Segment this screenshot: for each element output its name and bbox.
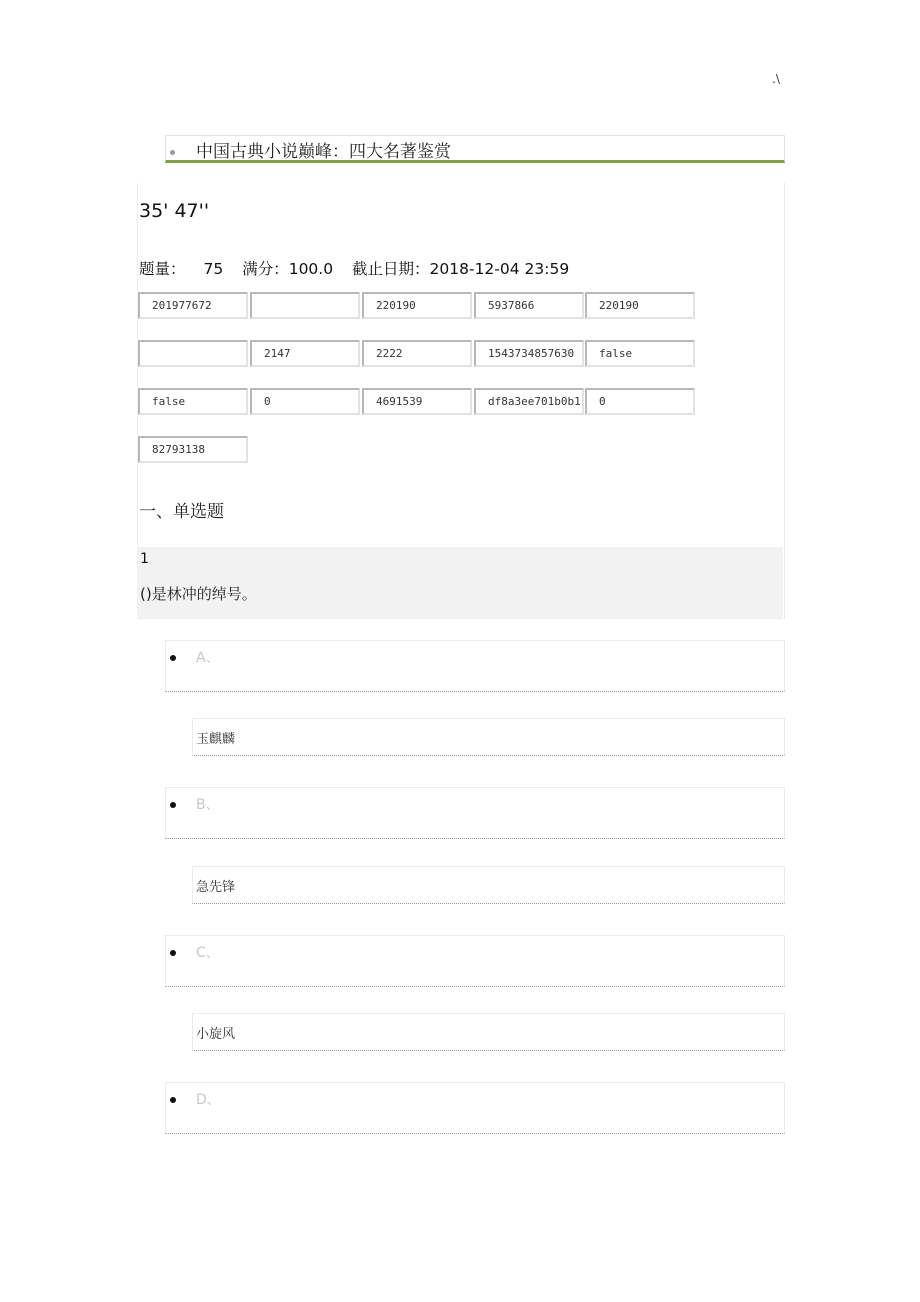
question-text: ()是林冲的绰号。 [140, 585, 257, 603]
course-title: 中国古典小说巅峰：四大名著鉴赏 [196, 142, 451, 162]
deadline-value: 2018-12-04 23:59 [429, 260, 570, 278]
option-letter: D、 [196, 1092, 221, 1108]
option-letter: C、 [196, 945, 220, 961]
form-field[interactable] [362, 292, 472, 319]
section-title: 一、单选题 [139, 502, 224, 522]
form-field[interactable] [250, 292, 360, 319]
bullet-icon [170, 1097, 176, 1103]
countdown-timer: 35' 47'' [139, 200, 210, 222]
form-field[interactable] [138, 292, 248, 319]
option-d[interactable] [165, 1082, 785, 1134]
full-score-label: 满分： [242, 260, 289, 278]
form-field[interactable] [474, 292, 584, 319]
option-c[interactable] [165, 935, 785, 987]
deadline-label: 截止日期： [352, 260, 430, 278]
option-letter: B、 [196, 797, 220, 813]
form-field[interactable] [585, 292, 695, 319]
form-field[interactable] [138, 436, 248, 463]
corner-mark: .\ [772, 72, 780, 86]
form-field[interactable] [138, 388, 248, 415]
question-count-value: 75 [203, 260, 224, 278]
option-text: 小旋风 [196, 1027, 236, 1042]
question-number: 1 [140, 551, 149, 567]
option-a-text[interactable] [192, 718, 785, 756]
bullet-icon [170, 150, 175, 155]
bullet-icon [170, 802, 176, 808]
question-stem [137, 547, 783, 619]
option-c-text[interactable] [192, 1013, 785, 1051]
form-field[interactable] [362, 388, 472, 415]
form-field[interactable] [250, 340, 360, 367]
form-field[interactable] [474, 340, 584, 367]
question-count-label: 题量： [139, 260, 186, 278]
option-a[interactable] [165, 640, 785, 692]
option-b[interactable] [165, 787, 785, 839]
option-letter: A、 [196, 650, 220, 666]
form-field[interactable] [585, 388, 695, 415]
form-field[interactable] [362, 340, 472, 367]
course-title-bar [165, 135, 785, 163]
form-field[interactable] [474, 388, 584, 415]
bullet-icon [170, 655, 176, 661]
exam-meta [139, 257, 583, 279]
option-b-text[interactable] [192, 866, 785, 904]
form-field[interactable] [138, 340, 248, 367]
option-text: 急先锋 [196, 880, 236, 895]
form-field[interactable] [585, 340, 695, 367]
full-score-value: 100.0 [288, 260, 334, 278]
bullet-icon [170, 950, 176, 956]
form-field[interactable] [250, 388, 360, 415]
option-text: 玉麒麟 [196, 732, 236, 747]
